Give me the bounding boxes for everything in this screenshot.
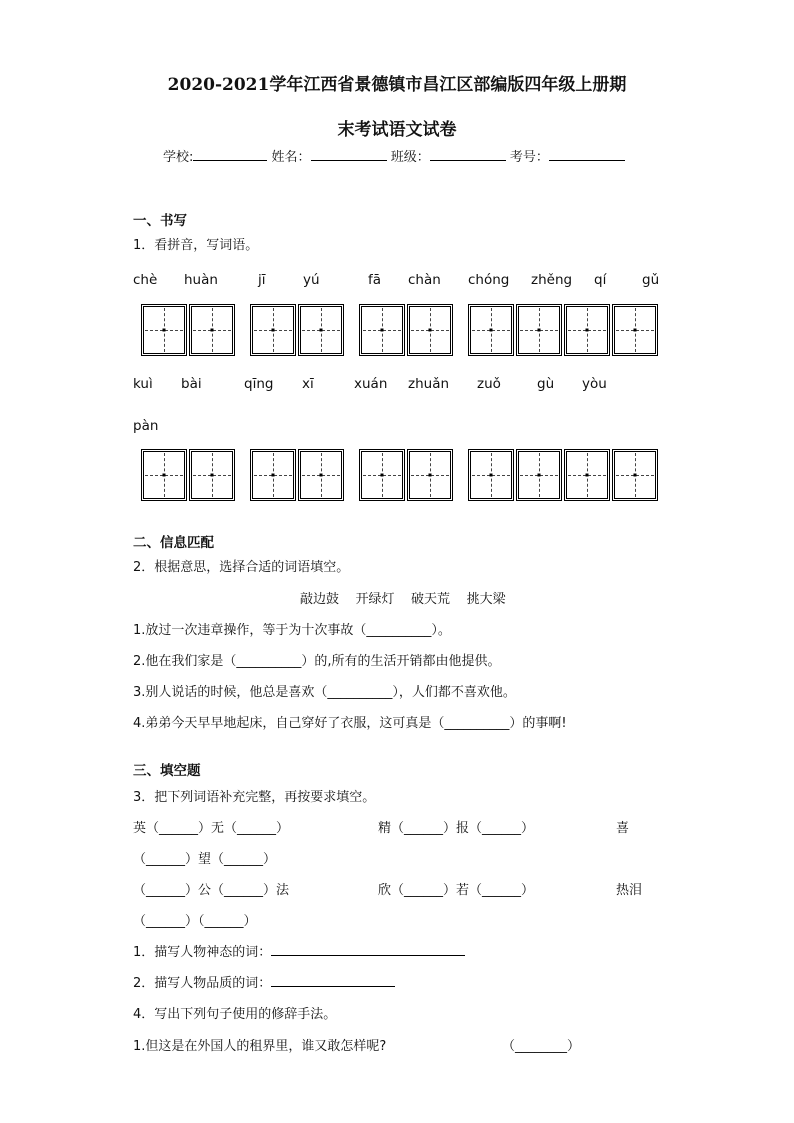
sub-question-1-label: 1．描写人物神态的词： [133,945,272,960]
idiom-e: 欣（______）若（______） [378,883,535,898]
pinyin-zhenggu-2: zhěng [531,272,573,288]
section-3-heading: 三、填空题 [133,763,201,779]
q2-item-3: 3.别人说话的时候，他总是喜欢（__________），人们都不喜欢他。 [133,685,516,700]
pinyin-chuan-2: huàn [184,272,218,288]
pinyin-zuogu-1: zuǒ [477,376,501,392]
pinyin-qingxi-2: xī [302,376,314,392]
pinyin-zuogu-3: yòu [582,376,607,392]
name-label: 姓名： [271,150,311,165]
idiom-c: 喜 [616,821,630,836]
idiom-c-continued: （______）望（______） [133,852,277,867]
pinyin-fachan-1: fā [368,272,382,288]
section-2-heading: 二、信息匹配 [133,535,214,551]
word-options: 敲边鼓 开绿灯 破天荒 挑大梁 [300,592,506,607]
pinyin-zhenggu-1: chóng [468,272,510,288]
writing-cell[interactable] [189,304,235,356]
writing-grid-group-2 [250,304,344,356]
writing-cell[interactable] [564,449,610,501]
question-2: 2．根据意思，选择合适的词语填空。 [133,560,350,575]
q4-item-1: 1.但这是在外国人的租界里，谁又敢怎样呢? [133,1039,387,1054]
exam-no-label: 考号： [509,150,549,165]
section-1-heading: 一、书写 [133,213,187,229]
q4-item-1-answer[interactable]: （________） [502,1039,581,1054]
writing-cell[interactable] [298,449,344,501]
sub-question-1-blank[interactable] [271,943,465,956]
writing-cell[interactable] [407,304,453,356]
writing-cell[interactable] [612,449,658,501]
writing-cell[interactable] [359,449,405,501]
idiom-b: 精（______）报（______） [378,821,535,836]
writing-cell[interactable] [141,449,187,501]
info-row [163,146,625,165]
pinyin-jiyu-2: yú [303,272,320,288]
q2-item-4: 4.弟弟今天早早地起床，自己穿好了衣服，这可真是（__________）的事啊! [133,716,567,731]
writing-grid-group-5 [141,449,235,501]
sub-question-2-blank[interactable] [271,974,395,987]
writing-cell[interactable] [407,449,453,501]
pinyin-zuogu-2: gù [537,376,555,392]
idiom-f-continued: （______）（______） [133,914,257,929]
exam-title-line1: 2020-2021学年江西省景德镇市昌江区部编版四年级上册期 [167,75,627,95]
writing-cell[interactable] [612,304,658,356]
writing-grid-group-3 [359,304,453,356]
sub-question-2-label: 2．描写人物品质的词： [133,976,272,991]
school-label: 学校: [163,150,194,165]
sub-question-2 [133,972,395,991]
question-4: 4．写出下列句子使用的修辞手法。 [133,1007,337,1022]
pinyin-xuanzhuan-1: xuán [354,376,388,392]
writing-cell[interactable] [359,304,405,356]
pinyin-fachan-2: chàn [408,272,441,288]
question-3: 3．把下列词语补充完整，再按要求填空。 [133,790,376,805]
school-blank[interactable] [193,148,267,161]
writing-grid-group-6 [250,449,344,501]
writing-cell[interactable] [141,304,187,356]
exam-title-line2: 末考试语文试卷 [337,120,457,140]
idiom-f: 热泪 [616,883,643,898]
exam-no-blank[interactable] [549,148,625,161]
pinyin-jiyu-1: jī [258,272,266,288]
writing-grid-group-4 [468,304,658,356]
idiom-a: 英（______）无（______） [133,821,290,836]
pinyin-zhenggu-3: qí [594,272,607,288]
writing-grid-group-1 [141,304,235,356]
question-1: 1．看拼音，写词语。 [133,238,259,253]
name-blank[interactable] [311,148,387,161]
writing-cell[interactable] [468,449,514,501]
pinyin-qingxi-1: qīng [244,376,274,392]
class-blank[interactable] [430,148,506,161]
writing-cell[interactable] [298,304,344,356]
idiom-d: （______）公（______）法 [133,883,290,898]
pinyin-zuogu-4: pàn [133,418,159,434]
writing-cell[interactable] [250,449,296,501]
writing-cell[interactable] [250,304,296,356]
sub-question-1 [133,941,465,960]
writing-cell[interactable] [468,304,514,356]
pinyin-kuibai-2: bài [181,376,202,392]
writing-cell[interactable] [516,304,562,356]
q2-item-1: 1.放过一次违章操作，等于为十次事故（__________）。 [133,623,451,638]
pinyin-zhenggu-4: gǔ [642,272,660,288]
writing-cell[interactable] [564,304,610,356]
class-label: 班级： [390,150,430,165]
pinyin-kuibai-1: kuì [133,376,153,392]
writing-cell[interactable] [516,449,562,501]
writing-grid-group-7 [359,449,453,501]
writing-cell[interactable] [189,449,235,501]
pinyin-xuanzhuan-2: zhuǎn [408,376,450,392]
pinyin-chuan-1: chè [133,272,158,288]
writing-grid-group-8 [468,449,658,501]
q2-item-2: 2.他在我们家是（__________）的,所有的生活开销都由他提供。 [133,654,501,669]
